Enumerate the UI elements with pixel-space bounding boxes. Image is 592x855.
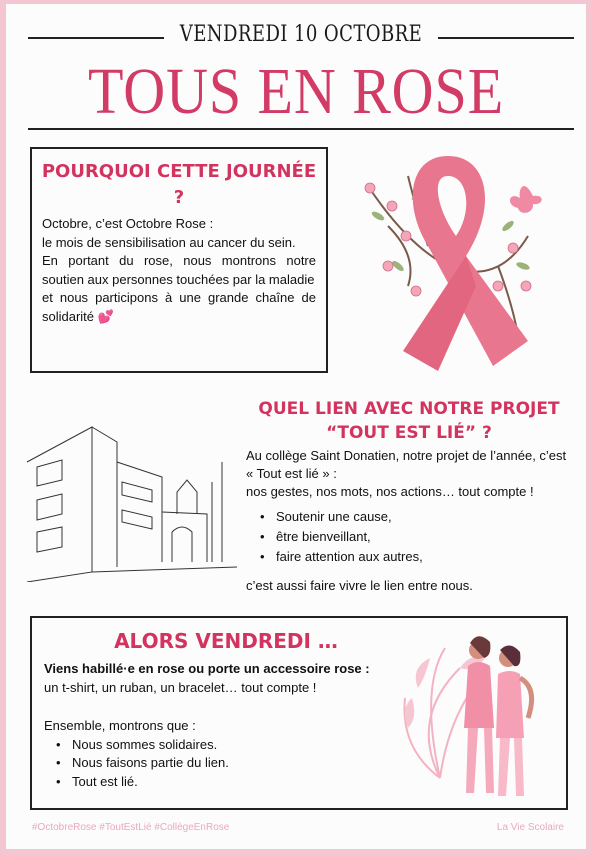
two-women-illustration (400, 628, 550, 806)
school-building-drawing (22, 422, 242, 582)
text-line: En portant du rose, nous montrons notre soutien aux personnes touchées par la maladie (42, 253, 316, 287)
project-body (246, 447, 576, 595)
pink-ribbon-illustration (348, 136, 548, 376)
section-heading: POURQUOI CETTE JOURNÉE ? (41, 161, 317, 208)
dress-code-line: Viens habillé·e en rose ou porte un accessoire rose : (44, 661, 370, 676)
text-line: Ensemble, montrons que : (44, 718, 196, 733)
text-line: le mois de sensibilisation au cancer du sein. (42, 234, 296, 250)
divider (438, 37, 574, 39)
list-item: • Nous faisons partie du lien. (56, 754, 404, 773)
divider (28, 128, 574, 130)
text-line: Au collège Saint Donatien, notre projet de l’année, c’est « Tout est lié » : (246, 448, 567, 481)
text-line: un t-shirt, un ruban, un bracelet… tout compte ! (44, 679, 317, 695)
event-date: VENDREDI 10 OCTOBRE (179, 22, 423, 47)
section-heading: QUEL LIEN AVEC NOTRE PROJET “TOUT EST LIÉ” ? (258, 399, 560, 443)
section-heading: ALORS VENDREDI … (114, 629, 338, 653)
date-banner (28, 22, 574, 52)
list-item: • Nous sommes solidaires. (56, 736, 404, 755)
solidarity-list (44, 736, 404, 792)
why-this-day-box (30, 147, 328, 373)
text-line: et nous participons à une grande chaîne de solidarité 💕 (42, 290, 316, 324)
page-title: TOUS EN ROSE (87, 55, 505, 128)
closing-line: c’est aussi faire vivre le lien entre nous. (246, 578, 473, 593)
list-item: • faire attention aux autres, (260, 547, 576, 567)
section-body (44, 660, 404, 791)
hashtags: #OctobreRose #ToutEstLié #CollègeEnRose (32, 822, 230, 833)
list-item: • être bienveillant, (260, 527, 576, 547)
poster (6, 4, 586, 849)
list-item: • Soutenir une cause, (260, 507, 576, 527)
section-body (42, 215, 316, 326)
text-line: Octobre, c’est Octobre Rose : (42, 216, 214, 231)
text-line: nos gestes, nos mots, nos actions… tout compte ! (246, 484, 534, 499)
footer-credit: La Vie Scolaire (496, 822, 564, 833)
values-list (246, 507, 576, 567)
list-item: • Tout est lié. (56, 773, 404, 792)
